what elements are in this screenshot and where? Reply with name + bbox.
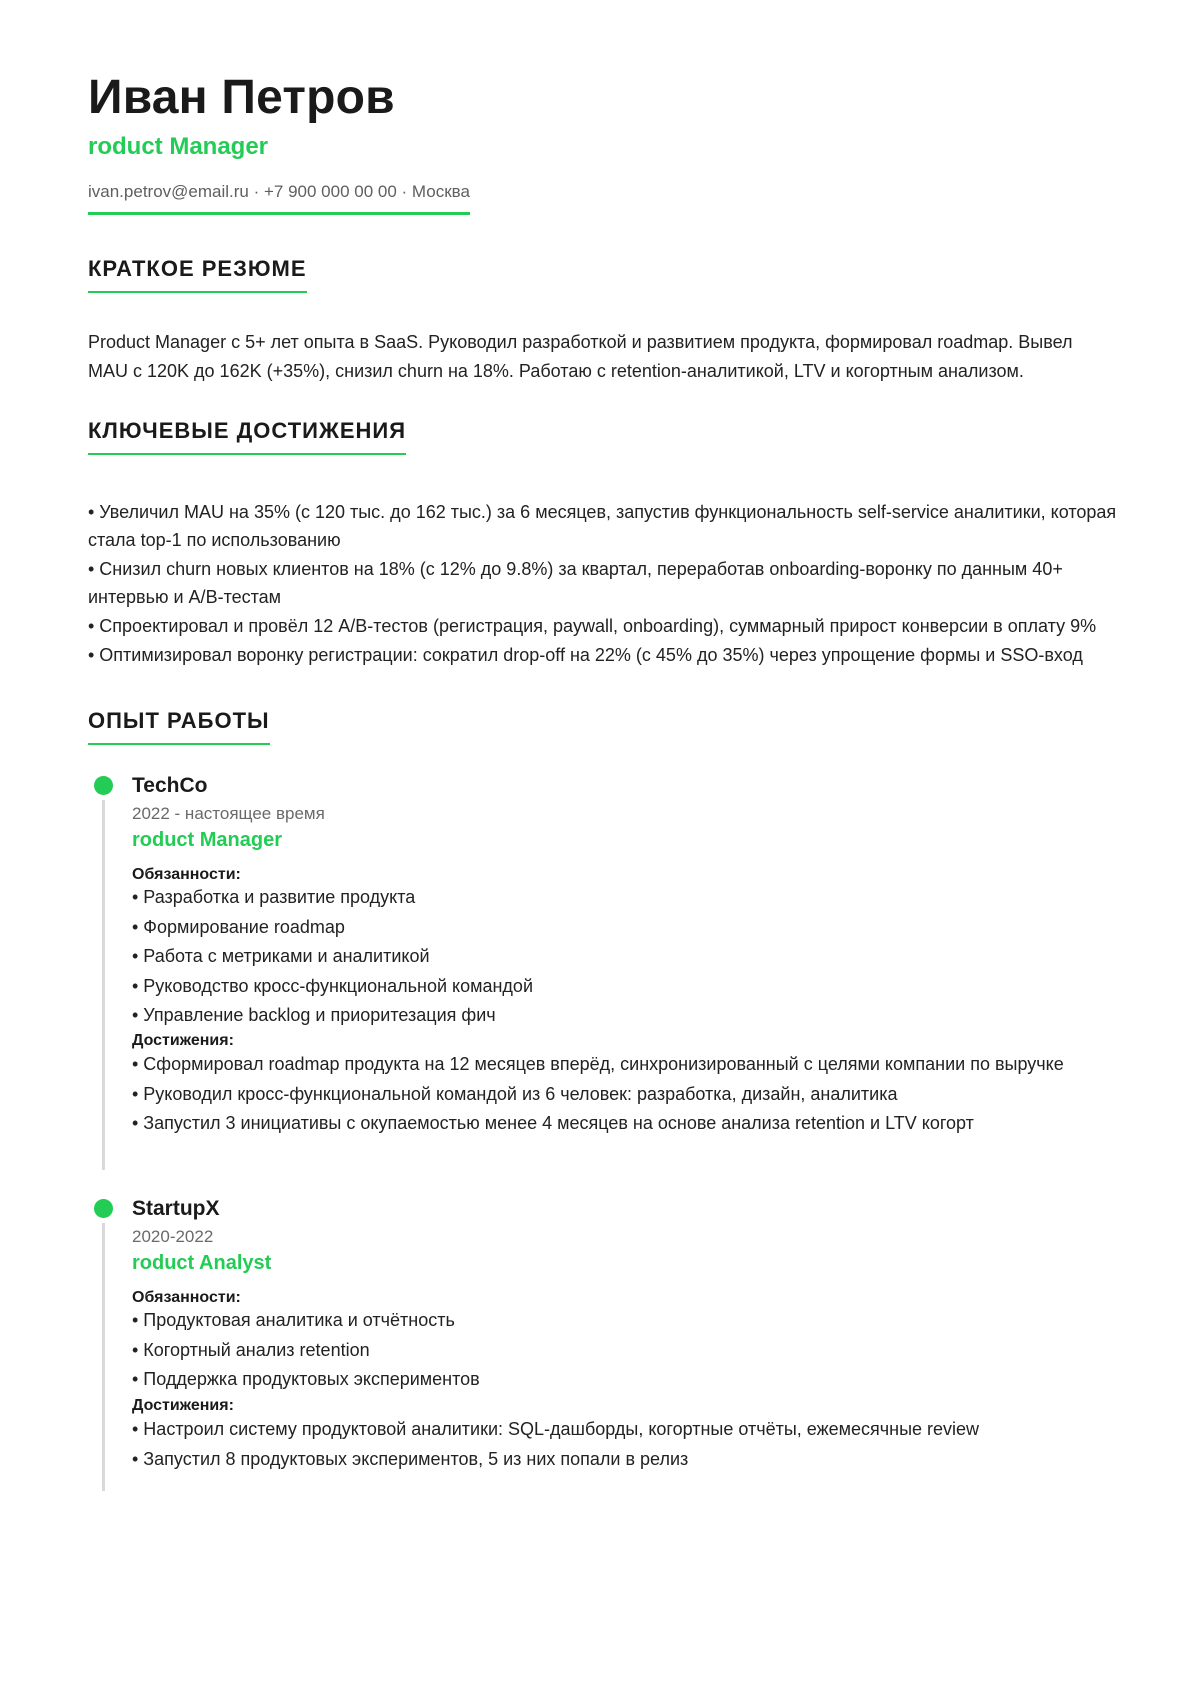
list-item: • Настроил систему продуктовой аналитики: SQL-дашборды, когортные отчёты, ежемесячные review bbox=[132, 1419, 980, 1439]
list-item: • Формирование roadmap bbox=[132, 916, 345, 937]
job-role: roduct Manager bbox=[132, 829, 283, 851]
job-achievements-list bbox=[132, 1415, 1092, 1474]
list-item: • Руководил кросс-функциональной командой из 6 человек: разработка, дизайн, аналитика bbox=[132, 1083, 898, 1104]
job-entry bbox=[88, 774, 1118, 1194]
list-item: • Управление backlog и приоритезация фич bbox=[132, 1005, 496, 1025]
list-item: • Сформировал roadmap продукта на 12 месяцев вперёд, синхронизированный с целями компании по выручке bbox=[132, 1054, 1064, 1074]
duties-list bbox=[132, 1306, 1092, 1395]
job-entry bbox=[88, 1197, 1118, 1497]
list-item: • Запустил 8 продуктовых экспериментов, 5 из них попали в релиз bbox=[132, 1448, 689, 1469]
job-achievements-label: Достижения: bbox=[132, 1032, 234, 1049]
list-item: • Работа с метриками и аналитикой bbox=[132, 946, 430, 966]
list-item: • Руководство кросс-функциональной командой bbox=[132, 975, 534, 996]
list-item: • Продуктовая аналитика и отчётность bbox=[132, 1310, 455, 1330]
candidate-name: Иван Петров bbox=[88, 71, 395, 124]
achievements-list bbox=[88, 498, 1118, 670]
summary-text: Product Manager с 5+ лет опыта в SaaS. Руководил разработкой и развитием продукта, формировал roadmap. Вывел MAU с 120K до 162K (+35%), снизил churn на 18%. Работаю с retention-аналитикой, LTV и когортным анализом. bbox=[88, 332, 1073, 381]
job-dates: 2020-2022 bbox=[132, 1227, 214, 1246]
list-item: • Поддержка продуктовых экспериментов bbox=[132, 1369, 480, 1389]
timeline-dot bbox=[94, 1199, 113, 1218]
job-dates: 2022 - настоящее время bbox=[132, 804, 325, 823]
achievement-item: • Снизил churn новых клиентов на 18% (с 12% до 9.8%) за квартал, переработав onboarding-воронку по данным 40+ интервью и A/B-тестам bbox=[88, 559, 1063, 607]
duties-list bbox=[132, 883, 1092, 1031]
job-company: StartupX bbox=[132, 1197, 220, 1220]
experience-heading: ОПЫТ РАБОТЫ bbox=[88, 708, 270, 745]
timeline-line bbox=[102, 800, 105, 1170]
achievements-heading: КЛЮЧЕВЫЕ ДОСТИЖЕНИЯ bbox=[88, 418, 406, 455]
job-company: TechCo bbox=[132, 774, 208, 797]
achievement-item: • Увеличил MAU на 35% (с 120 тыс. до 162 тыс.) за 6 месяцев, запустив функциональность self-service аналитики, которая стала top-1 по использованию bbox=[88, 502, 1117, 550]
job-role: roduct Analyst bbox=[132, 1252, 272, 1274]
timeline-line bbox=[102, 1223, 105, 1491]
contact-line: ivan.petrov@email.ru · +7 900 000 00 00 · Москва bbox=[88, 182, 470, 215]
timeline-dot bbox=[94, 776, 113, 795]
achievement-item: • Оптимизировал воронку регистрации: сократил drop-off на 22% (с 45% до 35%) через упрощение формы и SSO-вход bbox=[88, 645, 1083, 665]
list-item: • Запустил 3 инициативы с окупаемостью менее 4 месяцев на основе анализа retention и LTV когорт bbox=[132, 1113, 974, 1133]
candidate-role: roduct Manager bbox=[88, 133, 269, 160]
summary-heading: КРАТКОЕ РЕЗЮМЕ bbox=[88, 256, 307, 293]
duties-label: Обязанности: bbox=[132, 866, 241, 883]
job-achievements-list bbox=[132, 1050, 1092, 1139]
list-item: • Когортный анализ retention bbox=[132, 1339, 370, 1360]
achievement-item: • Спроектировал и провёл 12 A/B-тестов (регистрация, paywall, onboarding), суммарный прирост конверсии в оплату 9% bbox=[88, 616, 1097, 636]
duties-label: Обязанности: bbox=[132, 1289, 241, 1306]
job-achievements-label: Достижения: bbox=[132, 1397, 234, 1414]
list-item: • Разработка и развитие продукта bbox=[132, 887, 416, 907]
